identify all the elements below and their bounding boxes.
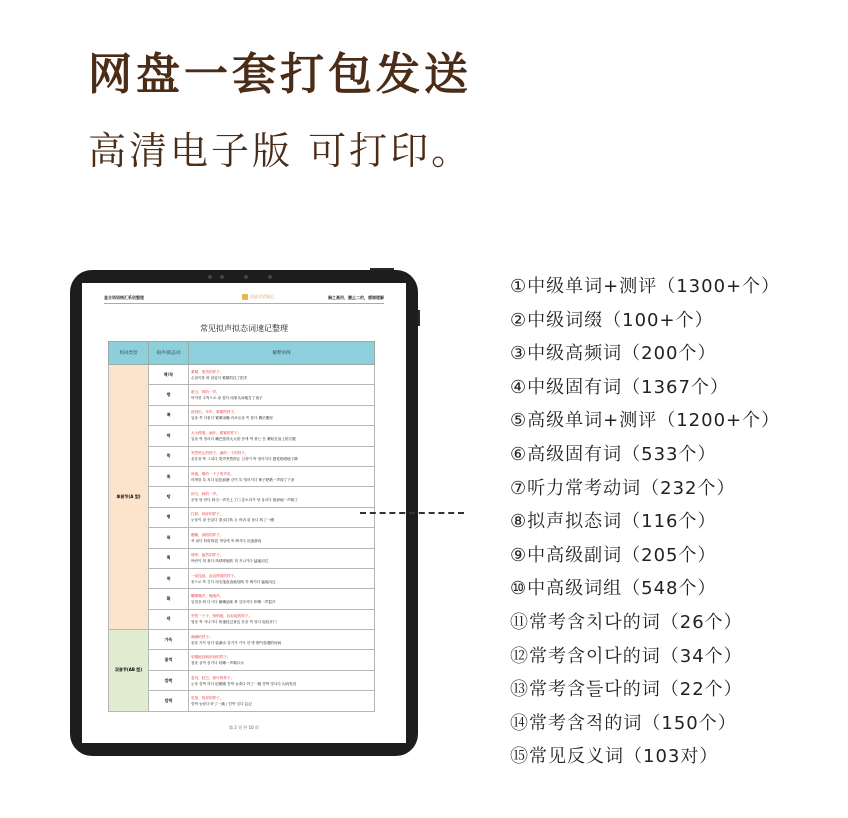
word-cell: 꿀꺽: [149, 650, 189, 670]
list-item: ⑭常考含적的词（150个）: [510, 712, 737, 734]
table-row: [109, 426, 375, 446]
meaning-text: 呼呼，猛然的样子。: [191, 553, 224, 558]
explanation-cell: [189, 466, 375, 486]
doc-title: 常见拟声拟态词速记整理: [200, 324, 288, 333]
example-text: 울음을 뚝 그치다 哭声突然停止 심장이 뚝 떨어지다 感觉咯噔地下降: [191, 457, 298, 462]
meaning-text: 打碎，砰砰的样子。: [191, 512, 224, 517]
example-text: 손잡이를 꽉 잡았다 紧紧的住了把手: [191, 375, 248, 380]
explanation-cell: [189, 487, 375, 507]
brand-logo-icon: [242, 294, 248, 300]
camera-dot: [244, 275, 248, 279]
list-item: ⑦听力常考动词（232个）: [510, 477, 736, 499]
meaning-text: 突然一下子，悄悄地，轻轻地的样子。: [191, 614, 253, 619]
example-text: 바람이 휙 불다 风呼呼地吹 휙 지나가다 猛地闪过: [191, 559, 269, 564]
table-header-row: [109, 342, 375, 365]
example-text: 깜짝 놀랐다 吓了一跳 / 깜박 잊다 忘记: [191, 701, 252, 706]
camera-dot: [268, 275, 272, 279]
list-item: ⑮常见反义词（103对）: [510, 746, 719, 768]
word-cell: 휙: [149, 548, 189, 568]
word-cell: 펑: [149, 507, 189, 527]
meaning-text: 紧紧，使劲的样子。: [191, 369, 224, 374]
example-text: 입맛을 확 다시다 咂嘴品味 확 갈라지다 咔嚓一声裂开: [191, 599, 276, 604]
table-row: [109, 670, 375, 690]
word-cell: 깜박: [149, 691, 189, 711]
table-row: [109, 487, 375, 507]
table-row: [109, 650, 375, 670]
table-row: [109, 609, 375, 629]
meaning-text: 满满的样子。: [191, 634, 213, 639]
example-text: 탁자를 주먹으로 쾅 쳤다 用拳头砰地打了桌子: [191, 396, 263, 401]
meaning-text: 吃惊，惊异的样子。: [191, 695, 224, 700]
list-item: ⑧拟声拟态词（116个）: [510, 511, 717, 533]
top-button: [370, 268, 394, 270]
doc-header-brand: [242, 294, 274, 300]
word-cell: 쑥: [149, 568, 189, 588]
contents-list: [510, 272, 780, 776]
list-item: ⑤高级单词+测评（1200+个）: [510, 410, 781, 432]
example-text: 침을 꿀꺽 삼키다 咕嘟一声咽口水: [191, 661, 244, 666]
side-button: [418, 310, 420, 326]
table-row: [109, 528, 375, 548]
table-row: [109, 446, 375, 466]
doc-header-right: 胸之高用，腰止二的，感谢理解: [328, 295, 384, 300]
page-subtitle: 高清电子版 可打印。: [88, 129, 473, 173]
category-cell: 双音节(AB 型): [109, 630, 149, 712]
meaning-text: 砰当，碎的一声。: [191, 492, 220, 497]
table-body: [109, 365, 375, 712]
list-item: ⑩中高级词组（548个）: [510, 578, 717, 600]
table-row: [109, 405, 375, 425]
meaning-text: 酣睡，深陷的样子。: [191, 532, 224, 537]
explanation-cell: [189, 528, 375, 548]
list-item: ⑨中高级副词（205个）: [510, 544, 717, 566]
list-item: ①中级单词+测评（1300+个）: [510, 276, 781, 297]
page-title: 网盘一套打包发送: [88, 49, 472, 100]
table-row: [109, 385, 375, 405]
meaning-text: 唰嘶嘶声，嗡嗡声。: [191, 593, 224, 598]
explanation-cell: [189, 365, 375, 385]
example-text: 푹 쉬다 好好休息 게임에 푹 빠지다 沉迷游戏: [191, 538, 262, 543]
explanation-cell: [189, 507, 375, 527]
explanation-cell: [189, 650, 375, 670]
list-item: ④中级固有词（1367个）: [510, 376, 729, 398]
explanation-cell: [189, 568, 375, 588]
doc-header-mid: 语品学语笔记: [250, 294, 274, 299]
list-item: ⑥高级固有词（533个）: [510, 443, 717, 465]
table-row: [109, 691, 375, 711]
table-row: [109, 365, 375, 385]
category-cell: 单音节(A 型): [109, 365, 149, 630]
tablet-screen: [82, 283, 406, 743]
word-cell: 깜짝: [149, 670, 189, 690]
word-cell: 가득: [149, 630, 189, 650]
list-item: ③中级高频词（200个）: [510, 343, 717, 365]
explanation-cell: [189, 548, 375, 568]
word-table: [108, 341, 375, 712]
doc-header: [104, 293, 384, 304]
explanation-cell: [189, 446, 375, 466]
example-text: 입을 딱 벌리다 嘴巴张得大大的 몸에 딱 붙는 옷 紧贴在身上的衣服: [191, 436, 296, 441]
explanation-cell: [189, 609, 375, 629]
table-row: [109, 589, 375, 609]
example-text: 입을 쏙 다물다 紧紧闭嘴 과료들을 쏙 찾다 偶后搬里: [191, 416, 273, 421]
table-row: [109, 548, 375, 568]
example-text: 물을 가득 담다 装满水 얼거가 가득 한 방 烟气弥漫的房间: [191, 640, 282, 645]
example-text: 눈물이 펑 솟았다 泪水打转 돈 바퀴 펑 돌다 转了一圈: [191, 518, 275, 523]
word-cell: 푹: [149, 528, 189, 548]
word-cell: 쾅: [149, 385, 189, 405]
list-item: ⑫常考含이다的词（34个）: [510, 645, 743, 667]
explanation-cell: [189, 630, 375, 650]
doc-header-left: 查合语语格汇系创整理: [104, 295, 144, 300]
meaning-text: 突然停止的样子，滴的一下的样子。: [191, 451, 249, 456]
example-text: 문을 탕 닫다 砰当一声关上了门 총소리가 탕 울리다 枪砰地一声响了: [191, 498, 299, 503]
explanation-cell: [189, 589, 375, 609]
word-cell: 싹: [149, 609, 189, 629]
list-item: ②中级词缀（100+个）: [510, 309, 714, 331]
meaning-text: 使劲出，牢牢，紧紧的样子。: [191, 410, 238, 415]
meaning-text: 咕噜地吞咽东西的样子。: [191, 655, 231, 660]
example-text: 잣으로 쑥 깃다 用毛笔直直地划线 쑥 빠지다 猛地闪过: [191, 579, 276, 584]
word-cell: 톡: [149, 466, 189, 486]
column-header: 解释举例: [189, 342, 375, 365]
word-cell: 딱: [149, 426, 189, 446]
explanation-cell: [189, 405, 375, 425]
example-text: 옆을 싹 지나가다 快速经过身边 문을 싹 열다 轻轻开门: [191, 620, 277, 625]
word-cell: 탕: [149, 487, 189, 507]
column-header: 拟声/拟态词: [149, 342, 189, 365]
meaning-text: 大大伸展，扁开，紧紧的样子。: [191, 430, 242, 435]
word-cell: 쏙: [149, 405, 189, 425]
camera-dot: [220, 275, 224, 279]
meaning-text: 咣当，碎的一声。: [191, 390, 220, 395]
table-row: [109, 630, 375, 650]
table-row: [109, 568, 375, 588]
column-header: 构词类型: [109, 342, 149, 365]
table-row: [109, 466, 375, 486]
meaning-text: 一直连续，直直伸展的样子。: [191, 573, 238, 578]
explanation-cell: [189, 426, 375, 446]
example-text: 어깨를 톡 치다 轻拍肩膀 감이 톡 떨어지다 柿子吧嗒一声掉了下来: [191, 477, 295, 482]
word-cell: 꽉/꼭: [149, 365, 189, 385]
connector-dash: [360, 512, 464, 514]
word-cell: 확: [149, 589, 189, 609]
example-text: 눈을 깜짝 하다 眨眼睛 깜짝 놀출다 吓了一跳 깜짝 빛나다 闪闪发亮: [191, 681, 297, 686]
page-footer: 第 2 页 共 10 页: [229, 725, 259, 730]
meaning-text: 碎地，啪的一下子的声音。: [191, 471, 235, 476]
explanation-cell: [189, 670, 375, 690]
list-item: ⑪常考含치다的词（26个）: [510, 611, 743, 633]
explanation-cell: [189, 385, 375, 405]
table-row: [109, 507, 375, 527]
meaning-text: 忽闪，眨巴，惊吓的样子。: [191, 675, 235, 680]
explanation-cell: [189, 691, 375, 711]
camera-dot: [208, 275, 212, 279]
word-cell: 뚝: [149, 446, 189, 466]
list-item: ⑬常考含들다的词（22个）: [510, 679, 743, 701]
